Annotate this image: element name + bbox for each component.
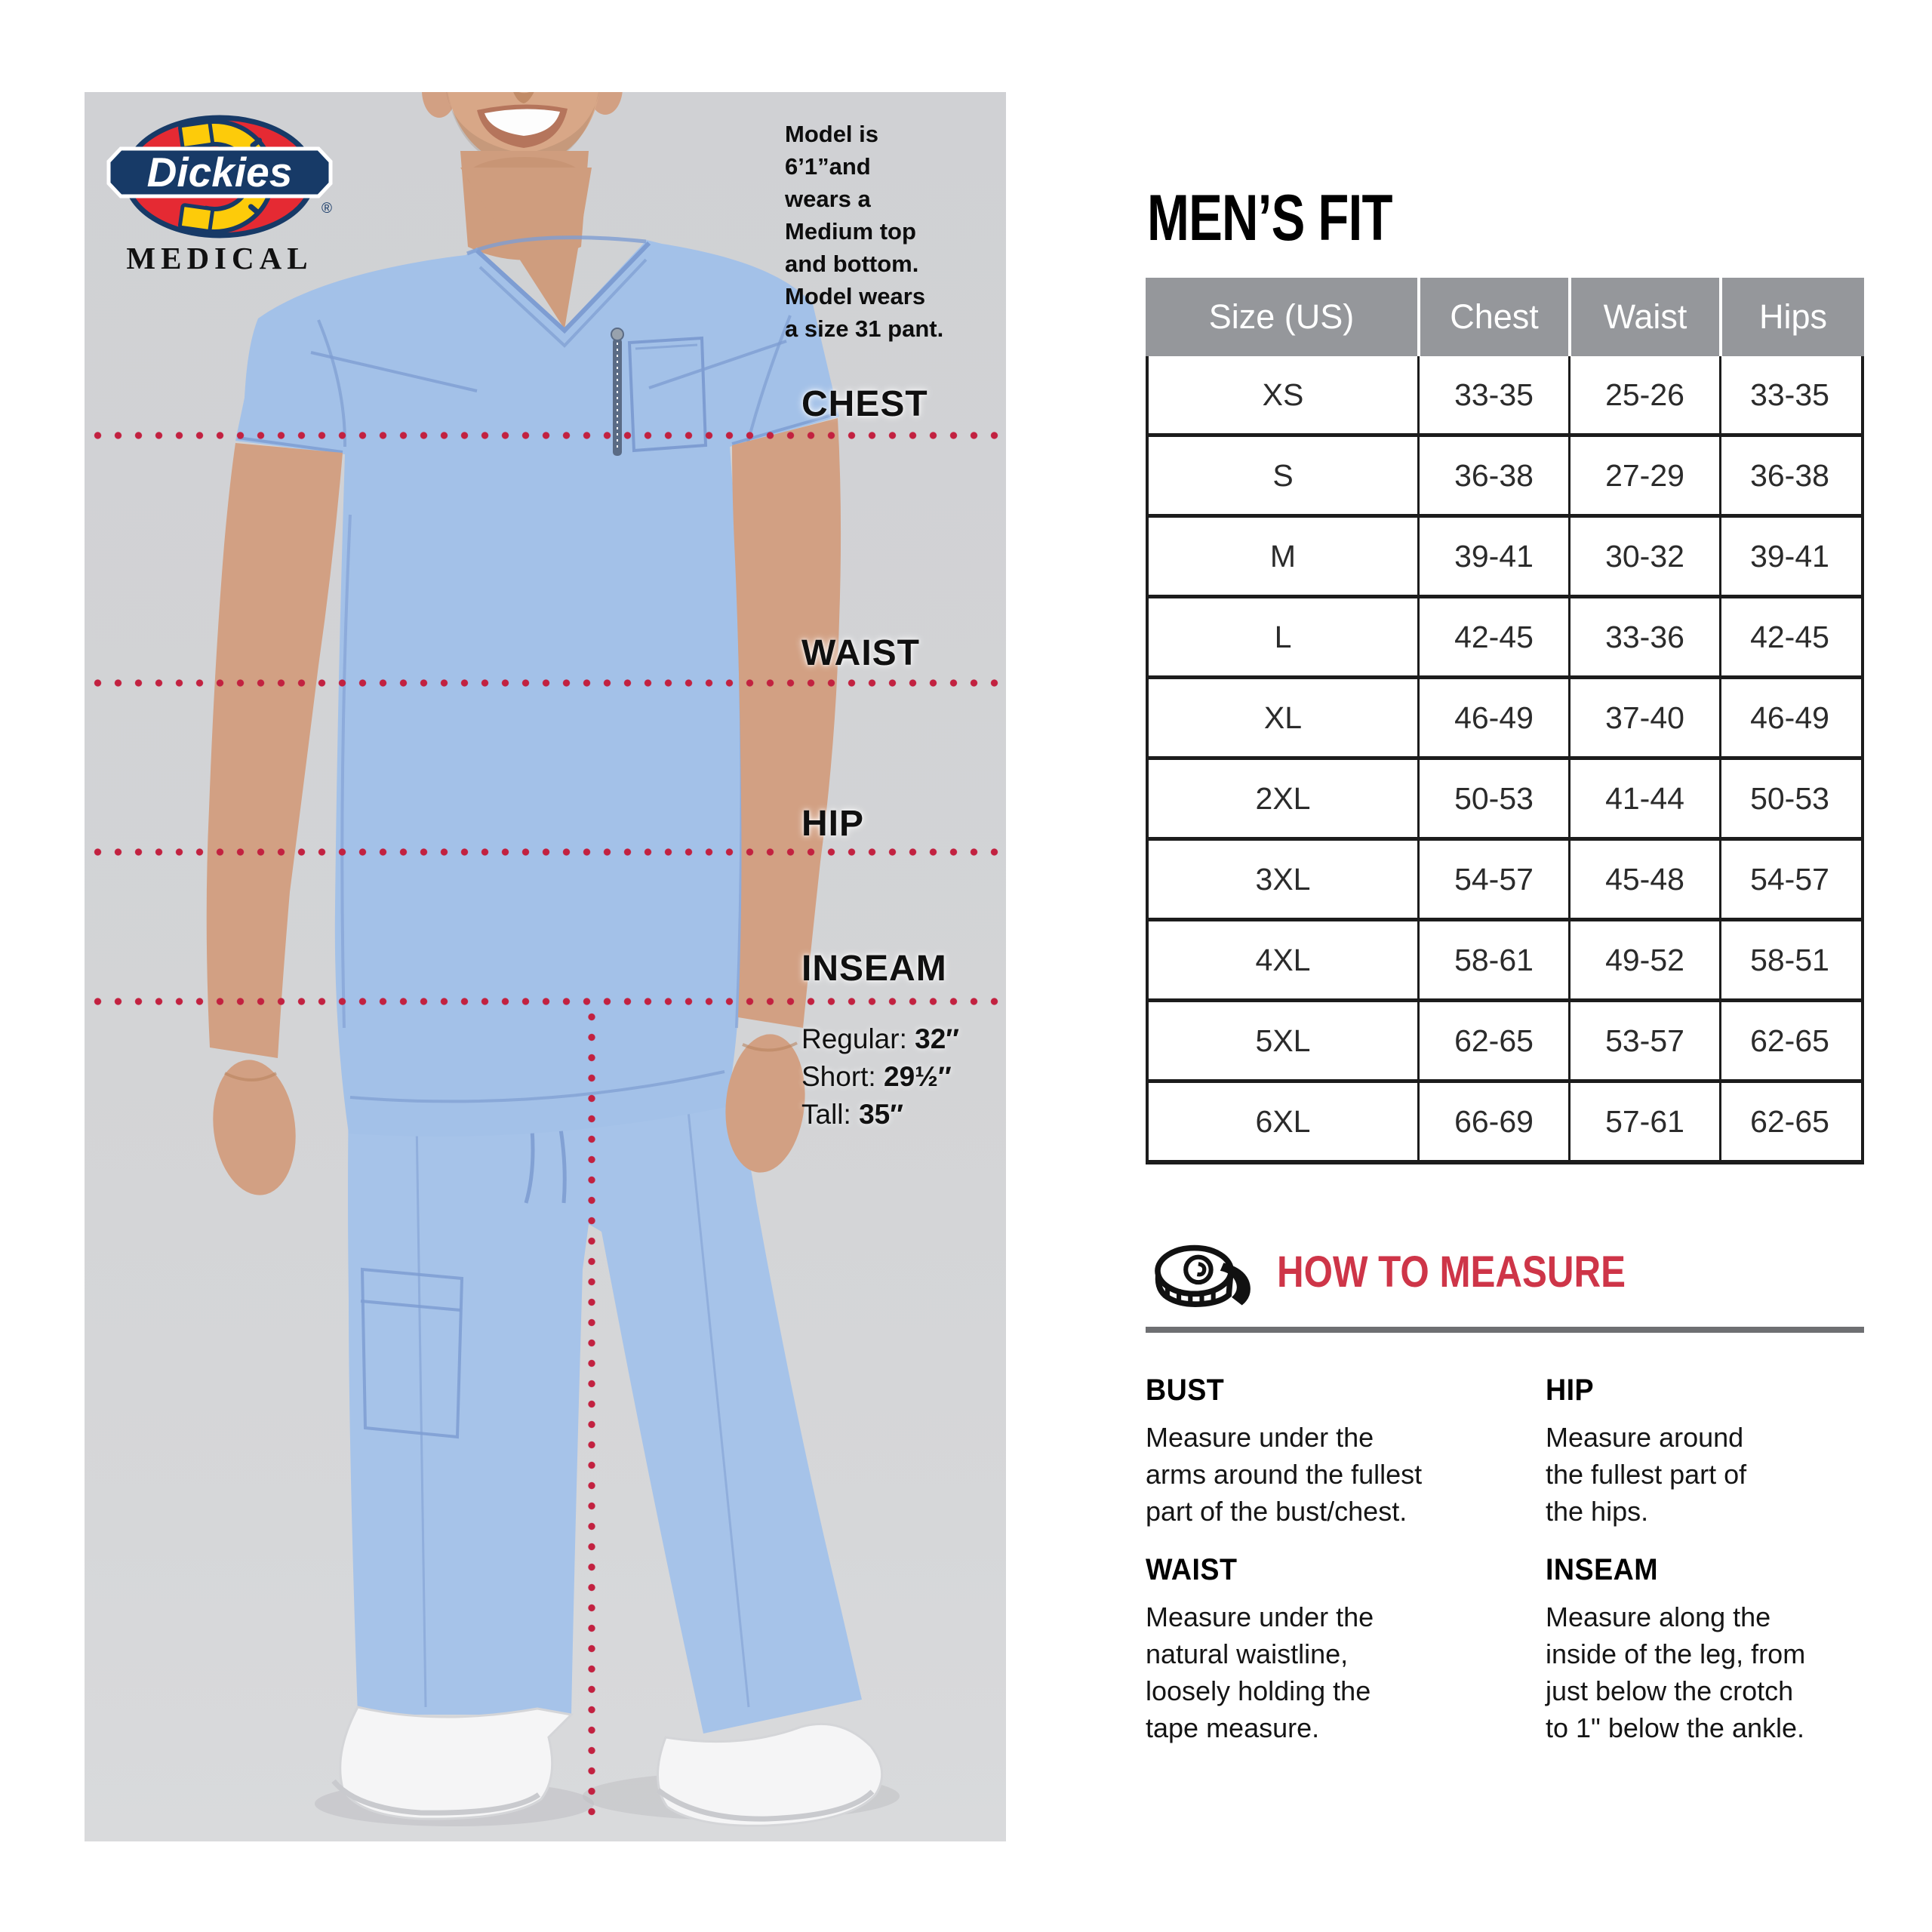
logo-wordmark: Dickies bbox=[146, 149, 293, 195]
column-header-chest: Chest bbox=[1417, 278, 1568, 356]
waist-line-label: WAIST bbox=[801, 633, 920, 673]
measure-section-text: just below the crotch bbox=[1546, 1675, 1794, 1706]
cell-chest: 62-65 bbox=[1417, 1002, 1568, 1079]
table-row bbox=[1149, 433, 1861, 514]
table-row bbox=[1149, 675, 1861, 756]
chest-line-label: CHEST bbox=[801, 384, 928, 424]
cell-waist: 57-61 bbox=[1568, 1083, 1719, 1160]
inseam-vertical-dotted-line bbox=[588, 1007, 595, 1820]
column-header-size: Size (US) bbox=[1208, 297, 1355, 336]
cell-size: XL bbox=[1263, 700, 1303, 735]
size-chart-header-row bbox=[1146, 278, 1864, 356]
measure-section-heading: WAIST bbox=[1146, 1553, 1238, 1586]
measure-section-text: part of the bust/chest. bbox=[1146, 1496, 1407, 1527]
measure-section-text: tape measure. bbox=[1146, 1712, 1320, 1743]
measure-section-text: the fullest part of bbox=[1546, 1459, 1747, 1490]
measure-section-bust bbox=[1146, 1372, 1531, 1530]
scrub-pants bbox=[348, 1079, 862, 1734]
measure-section-text: Measure under the bbox=[1146, 1422, 1374, 1453]
measure-section-text: the hips. bbox=[1546, 1496, 1649, 1527]
table-row bbox=[1149, 998, 1861, 1079]
cell-size: 6XL bbox=[1255, 1103, 1311, 1139]
measure-section-text: arms around the fullest bbox=[1146, 1459, 1423, 1490]
measure-section-text: Measure along the bbox=[1546, 1601, 1771, 1632]
model-note-line: Model wears bbox=[785, 283, 926, 309]
chest-dotted-line bbox=[88, 432, 1003, 439]
cell-chest: 42-45 bbox=[1417, 598, 1568, 675]
cell-hips: 50-53 bbox=[1719, 760, 1858, 837]
cell-waist: 49-52 bbox=[1568, 921, 1719, 998]
measure-section-waist bbox=[1146, 1552, 1531, 1746]
measure-section-hip bbox=[1546, 1372, 1878, 1530]
cell-hips: 58-51 bbox=[1719, 921, 1858, 998]
measure-section-heading: HIP bbox=[1546, 1374, 1595, 1407]
cell-waist: 53-57 bbox=[1568, 1002, 1719, 1079]
measure-section-text: natural waistline, bbox=[1146, 1638, 1349, 1669]
model-note-line: wears a bbox=[785, 186, 871, 212]
inseam-length-label: Short: bbox=[801, 1061, 884, 1092]
cell-hips: 62-65 bbox=[1719, 1083, 1858, 1160]
size-chart-table bbox=[1146, 278, 1864, 1164]
cell-hips: 54-57 bbox=[1719, 841, 1858, 918]
inseam-length-row bbox=[801, 1058, 959, 1096]
model-photo-panel bbox=[85, 92, 1006, 1841]
inseam-length-value: 29½″ bbox=[884, 1061, 952, 1092]
cell-hips: 42-45 bbox=[1719, 598, 1858, 675]
cell-chest: 50-53 bbox=[1417, 760, 1568, 837]
inseam-length-value: 32″ bbox=[915, 1023, 960, 1054]
cell-size: 4XL bbox=[1255, 942, 1311, 977]
measure-section-text: Measure under the bbox=[1146, 1601, 1374, 1632]
model-note-line: and bottom. bbox=[785, 251, 919, 277]
table-row bbox=[1149, 837, 1861, 918]
measure-section-inseam bbox=[1546, 1552, 1878, 1746]
cell-hips: 33-35 bbox=[1719, 356, 1858, 433]
tape-measure-icon bbox=[1146, 1239, 1260, 1312]
cell-waist: 41-44 bbox=[1568, 760, 1719, 837]
cell-waist: 37-40 bbox=[1568, 679, 1719, 756]
section-divider bbox=[1146, 1327, 1864, 1333]
cell-chest: 58-61 bbox=[1417, 921, 1568, 998]
brand-division-label: MEDICAL bbox=[126, 241, 313, 275]
table-row bbox=[1149, 1079, 1861, 1160]
table-row bbox=[1149, 514, 1861, 595]
size-chart-body bbox=[1146, 356, 1864, 1164]
how-to-measure-title: HOW TO MEASURE bbox=[1277, 1247, 1626, 1297]
cell-size: L bbox=[1274, 619, 1292, 654]
measure-section-text: loosely holding the bbox=[1146, 1675, 1371, 1706]
cell-size: 5XL bbox=[1255, 1023, 1311, 1058]
table-row bbox=[1149, 756, 1861, 837]
measure-section-heading: INSEAM bbox=[1546, 1553, 1659, 1586]
hip-dotted-line bbox=[88, 848, 1003, 856]
cell-chest: 54-57 bbox=[1417, 841, 1568, 918]
model-note-line: 6’1”and bbox=[785, 153, 871, 180]
cell-size: XS bbox=[1262, 377, 1304, 412]
cell-size: 2XL bbox=[1255, 780, 1311, 816]
inseam-line-label: INSEAM bbox=[801, 949, 947, 989]
table-row bbox=[1149, 356, 1861, 433]
inseam-length-label: Regular: bbox=[801, 1023, 915, 1054]
model-note bbox=[785, 118, 1006, 345]
cell-chest: 46-49 bbox=[1417, 679, 1568, 756]
cell-size: M bbox=[1269, 538, 1297, 574]
inseam-dotted-line bbox=[88, 998, 1003, 1005]
cell-waist: 33-36 bbox=[1568, 598, 1719, 675]
cell-waist: 25-26 bbox=[1568, 356, 1719, 433]
cell-chest: 33-35 bbox=[1417, 356, 1568, 433]
model-note-line: Medium top bbox=[785, 218, 916, 245]
cell-hips: 46-49 bbox=[1719, 679, 1858, 756]
cell-chest: 36-38 bbox=[1417, 437, 1568, 514]
cell-hips: 36-38 bbox=[1719, 437, 1858, 514]
cell-chest: 66-69 bbox=[1417, 1083, 1568, 1160]
model-note-line: a size 31 pant. bbox=[785, 315, 944, 342]
registered-mark: ® bbox=[321, 201, 332, 217]
waist-dotted-line bbox=[88, 679, 1003, 687]
cell-size: 3XL bbox=[1255, 861, 1311, 897]
dickies-logo bbox=[106, 110, 334, 245]
inseam-length-row bbox=[801, 1020, 959, 1058]
cell-hips: 62-65 bbox=[1719, 1002, 1858, 1079]
column-header-waist: Waist bbox=[1568, 278, 1719, 356]
page-title: MEN’S FIT bbox=[1147, 182, 1392, 254]
hip-line-label: HIP bbox=[801, 804, 865, 844]
measure-section-text: Measure around bbox=[1546, 1422, 1744, 1453]
model-note-line: Model is bbox=[785, 121, 879, 147]
column-header-hips: Hips bbox=[1719, 278, 1864, 356]
inseam-length-value: 35″ bbox=[859, 1099, 903, 1130]
inseam-length-label: Tall: bbox=[801, 1099, 860, 1130]
cell-waist: 45-48 bbox=[1568, 841, 1719, 918]
cell-hips: 39-41 bbox=[1719, 518, 1858, 595]
inseam-length-row bbox=[801, 1096, 959, 1134]
measure-section-text: to 1" below the ankle. bbox=[1546, 1712, 1805, 1743]
cell-waist: 27-29 bbox=[1568, 437, 1719, 514]
inseam-lengths bbox=[801, 1020, 959, 1134]
table-row bbox=[1149, 918, 1861, 998]
table-row bbox=[1149, 595, 1861, 675]
measure-section-heading: BUST bbox=[1146, 1374, 1225, 1407]
cell-size: S bbox=[1272, 457, 1294, 493]
measure-section-text: inside of the leg, from bbox=[1546, 1638, 1806, 1669]
cell-waist: 30-32 bbox=[1568, 518, 1719, 595]
cell-chest: 39-41 bbox=[1417, 518, 1568, 595]
